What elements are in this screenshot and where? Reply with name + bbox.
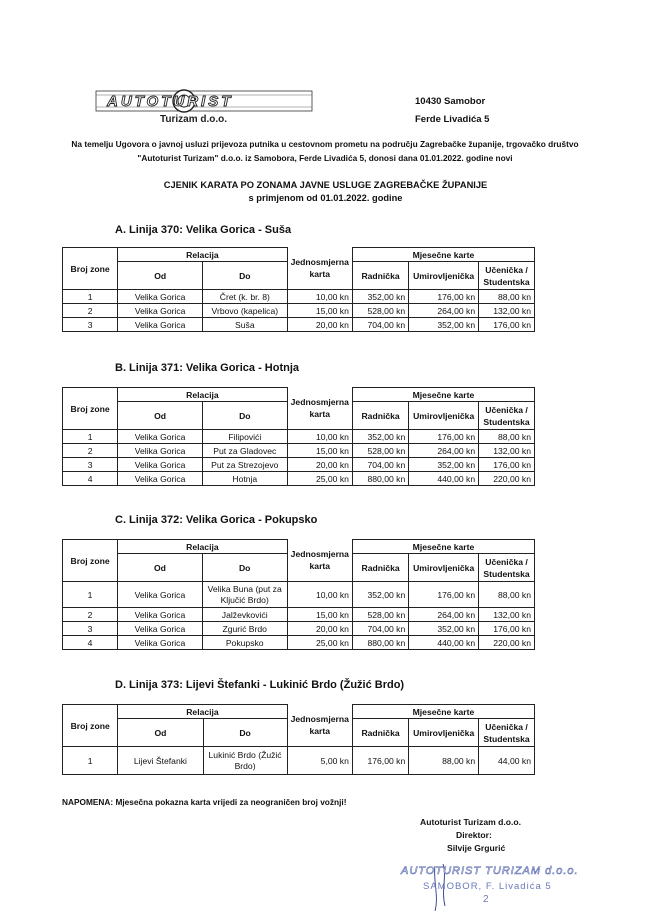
col-header-jednosmjerna: Jednosmjerna karta	[287, 388, 352, 430]
col-header-umirovljenicka: Umirovljenička	[409, 262, 479, 290]
section-title-b: B. Linija 371: Velika Gorica - Hotnja	[115, 362, 300, 374]
logo-text: AUTOTURIST	[107, 93, 234, 110]
col-header-do: Do	[203, 262, 288, 290]
address-street: Ferde Livadića 5	[415, 114, 490, 125]
col-header-radnicka: Radnička	[352, 554, 408, 582]
col-header-ucenicka: Učenička / Studentska	[479, 719, 535, 747]
col-header-od: Od	[118, 402, 203, 430]
col-header-mjesecne: Mjesečne karte	[352, 540, 534, 554]
col-header-radnicka: Radnička	[352, 262, 408, 290]
section-title-a: A. Linija 370: Velika Gorica - Suša	[115, 224, 292, 236]
table-row: 1 Lijevi Štefanki Lukinić Brdo (Žužić Brdo) 5,00 kn 176,00 kn 88,00 kn 44,00 kn	[63, 747, 535, 775]
stamp-line-3: 2	[483, 894, 489, 905]
signature-role: Direktor:	[456, 830, 492, 840]
table-row: 2 Velika Gorica Put za Gladovec 15,00 kn 528,00 kn 264,00 kn 132,00 kn	[63, 444, 535, 458]
price-table-c	[62, 539, 535, 650]
col-header-od: Od	[118, 719, 203, 747]
col-header-od: Od	[118, 262, 203, 290]
company-stamp	[395, 856, 585, 916]
stamp-line-1: AUTOTURIST TURIZAM d.o.o.	[401, 865, 579, 877]
col-header-jednosmjerna: Jednosmjerna karta	[287, 705, 352, 747]
signature-company: Autoturist Turizam d.o.o.	[420, 817, 522, 827]
col-header-jednosmjerna: Jednosmjerna karta	[287, 540, 352, 582]
address-city: 10430 Samobor	[415, 96, 486, 107]
price-table-b	[62, 387, 535, 486]
table-row: 3 Velika Gorica Put za Strezojevo 20,00 kn 704,00 kn 352,00 kn 176,00 kn	[63, 458, 535, 472]
col-header-do: Do	[203, 719, 287, 747]
table-row: 3 Velika Gorica Zgurić Brdo 20,00 kn 704,00 kn 352,00 kn 176,00 kn	[63, 622, 535, 636]
col-header-radnicka: Radnička	[352, 402, 408, 430]
col-header-do: Do	[202, 554, 287, 582]
col-header-relacija: Relacija	[118, 248, 287, 262]
col-header-zone: Broj zone	[63, 248, 118, 290]
col-header-relacija: Relacija	[118, 705, 287, 719]
col-header-do: Do	[202, 402, 287, 430]
col-header-mjesecne: Mjesečne karte	[352, 388, 534, 402]
table-row: 1 Velika Gorica Filipovići 10,00 kn 352,00 kn 176,00 kn 88,00 kn	[63, 430, 535, 444]
note-text: NAPOMENA: Mjesečna pokazna karta vrijedi za neograničen broj vožnji!	[62, 797, 347, 807]
col-header-zone: Broj zone	[63, 388, 118, 430]
col-header-mjesecne: Mjesečne karte	[352, 248, 534, 262]
col-header-ucenicka: Učenička / Studentska	[479, 554, 535, 582]
col-header-mjesecne: Mjesečne karte	[352, 705, 534, 719]
intro-line-2: "Autoturist Turizam" d.o.o. iz Samobora, Ferde Livadića 5, donosi dana 01.01.2022. godine novi	[137, 153, 513, 163]
table-row: 2 Velika Gorica Jalževkovići 15,00 kn 528,00 kn 264,00 kn 132,00 kn	[63, 608, 535, 622]
col-header-umirovljenicka: Umirovljenička	[409, 719, 479, 747]
table-row: 4 Velika Gorica Hotnja 25,00 kn 880,00 kn 440,00 kn 220,00 kn	[63, 472, 535, 486]
table-row: 3 Velika Gorica Suša 20,00 kn 704,00 kn 352,00 kn 176,00 kn	[63, 318, 535, 332]
table-row: 4 Velika Gorica Pokupsko 25,00 kn 880,00 kn 440,00 kn 220,00 kn	[63, 636, 535, 650]
col-header-ucenicka: Učenička / Studentska	[479, 262, 535, 290]
company-subtitle: Turizam d.o.o.	[160, 114, 228, 125]
title-line-2: s primjenom od 01.01.2022. godine	[248, 192, 403, 203]
table-row: 2 Velika Gorica Vrbovo (kapelica) 15,00 kn 528,00 kn 264,00 kn 132,00 kn	[63, 304, 535, 318]
price-table-d	[62, 704, 535, 775]
col-header-umirovljenicka: Umirovljenička	[409, 554, 479, 582]
col-header-od: Od	[118, 554, 203, 582]
col-header-zone: Broj zone	[63, 705, 118, 747]
document-title	[0, 179, 651, 204]
stamp-line-2: SAMOBOR, F. Livadića 5	[423, 881, 552, 892]
section-title-d: D. Linija 373: Lijevi Štefanki - Lukinić Brdo (Žužić Brdo)	[115, 679, 405, 691]
signature-name: Silvije Grgurić	[447, 843, 506, 853]
table-row: 1 Velika Gorica Čret (k. br. 8) 10,00 kn 352,00 kn 176,00 kn 88,00 kn	[63, 290, 535, 304]
col-header-radnicka: Radnička	[352, 719, 408, 747]
table-row: 1 Velika Gorica Velika Buna (put za Ključić Brdo) 10,00 kn 352,00 kn 176,00 kn 88,00 kn	[63, 582, 535, 608]
price-table-a	[62, 247, 535, 332]
col-header-umirovljenicka: Umirovljenička	[409, 402, 479, 430]
col-header-jednosmjerna: Jednosmjerna karta	[287, 248, 352, 290]
intro-text	[40, 137, 610, 165]
intro-line-1: Na temelju Ugovora o javnoj usluzi prijevoza putnika u cestovnom prometu na području Zagrebačke županije, trgovačko društvo	[71, 139, 579, 149]
section-title-c: C. Linija 372: Velika Gorica - Pokupsko	[115, 514, 318, 526]
col-header-relacija: Relacija	[118, 388, 287, 402]
col-header-ucenicka: Učenička / Studentska	[479, 402, 535, 430]
title-line-1: CJENIK KARATA PO ZONAMA JAVNE USLUGE ZAGREBAČKE ŽUPANIJE	[163, 180, 488, 190]
col-header-zone: Broj zone	[63, 540, 118, 582]
company-logo	[95, 88, 313, 114]
col-header-relacija: Relacija	[118, 540, 288, 554]
